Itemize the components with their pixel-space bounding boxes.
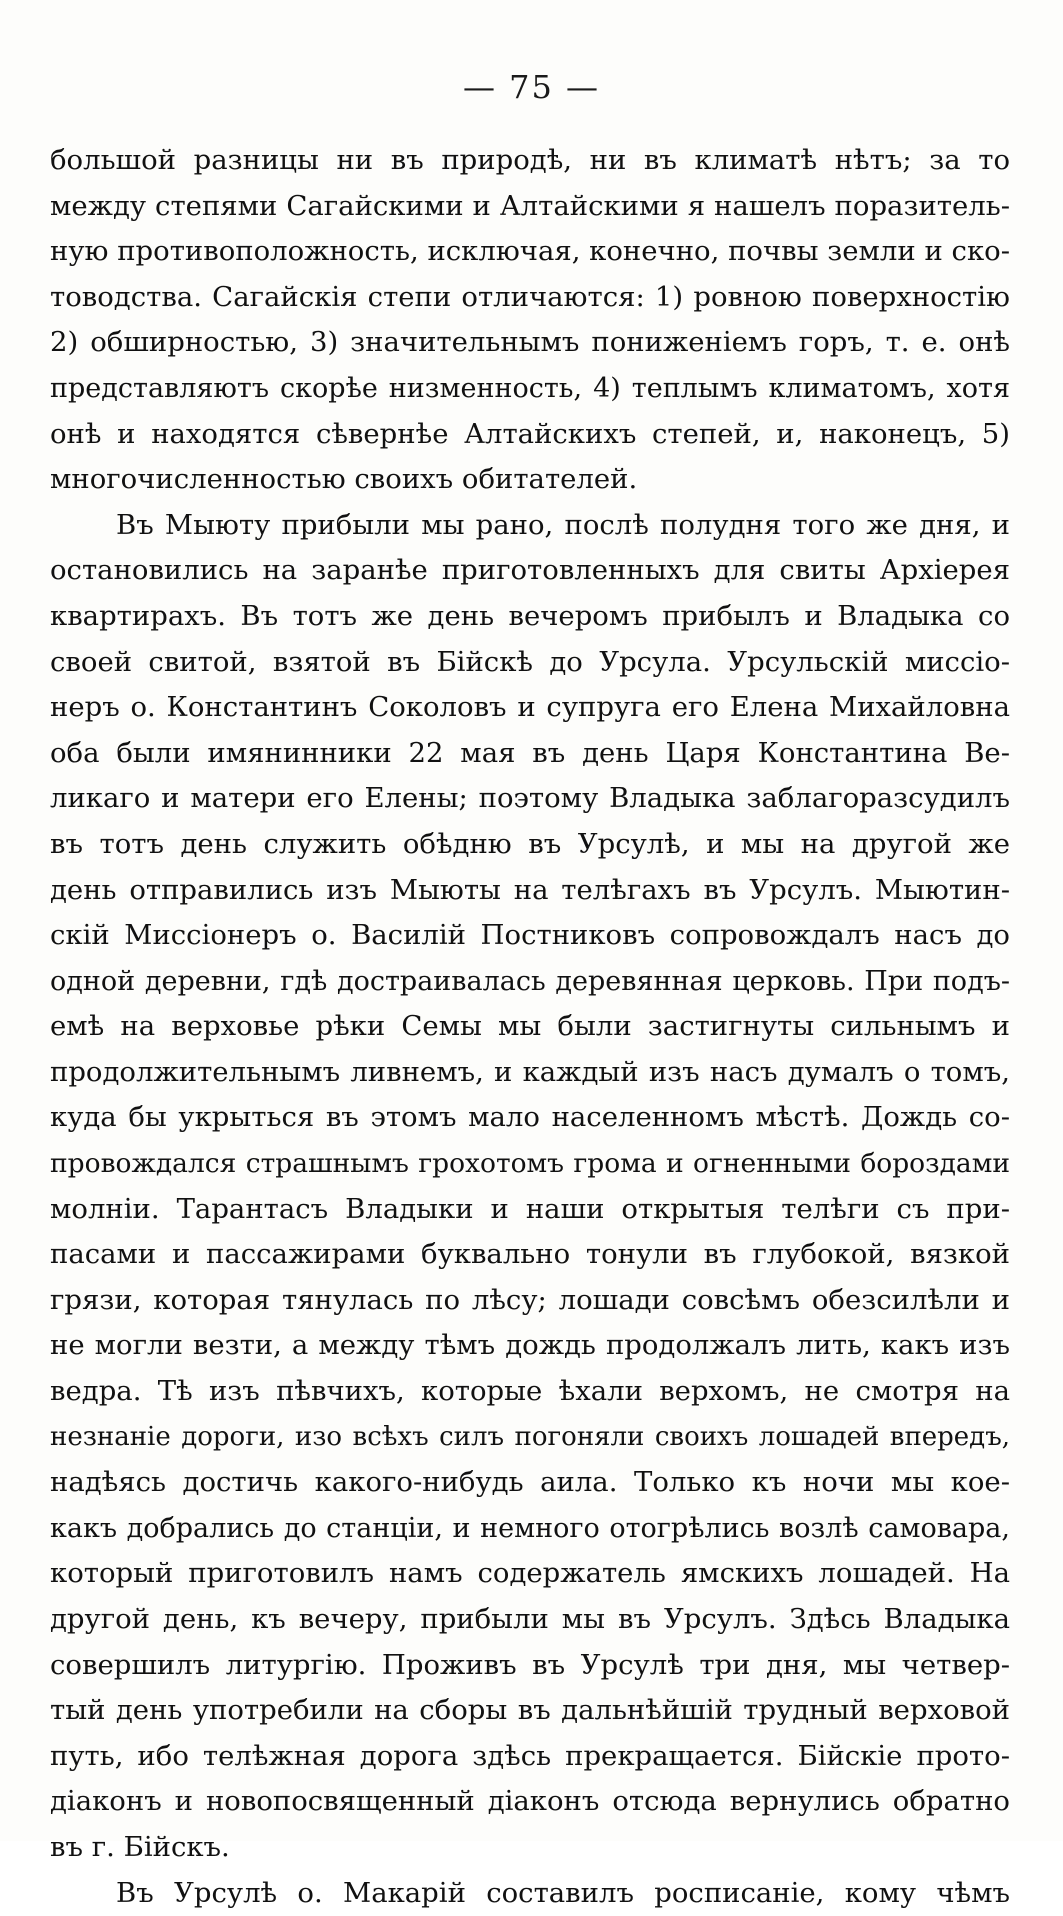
text-line: емѣ на верховье рѣки Семы мы были застигнуты сильнымъ и bbox=[50, 1010, 1010, 1043]
text-line: скій Миссіонеръ о. Василій Постниковъ сопровождалъ насъ до bbox=[50, 919, 1010, 952]
text-line: ликаго и матери его Елены; поэтому Владыка заблагоразсудилъ bbox=[50, 782, 1010, 815]
paragraph-end-line: многочисленностью своихъ обитателей. bbox=[50, 463, 638, 496]
text-line: незнаніе дороги, изо всѣхъ силъ погоняли своихъ лошадей впередъ, bbox=[50, 1421, 1010, 1452]
text-line: остановились на заранѣе приготовленныхъ для свиты Архіерея bbox=[50, 554, 1010, 587]
text-line: другой день, къ вечеру, прибыли мы въ Урсулъ. Здѣсь Владыка bbox=[50, 1603, 1010, 1635]
text-line: надѣясь достичь какого-нибудь аила. Только къ ночи мы кое- bbox=[50, 1466, 1010, 1499]
text-line: между степями Сагайскими и Алтайскими я нашелъ поразитель- bbox=[50, 189, 1010, 222]
text-line: ную противоположность, исключая, конечно, почвы земли и ско- bbox=[50, 235, 1010, 268]
text-line: ведра. Тѣ изъ пѣвчихъ, которые ѣхали верхомъ, не смотря на bbox=[50, 1375, 1010, 1408]
text-line: онѣ и находятся сѣвернѣе Алтайскихъ степей, и, наконецъ, 5) bbox=[50, 417, 1010, 450]
text-line: продолжительнымъ ливнемъ, и каждый изъ насъ думалъ о томъ, bbox=[50, 1055, 1010, 1088]
text-line: большой разницы ни въ природѣ, ни въ климатѣ нѣтъ; за то bbox=[50, 144, 1010, 176]
text-line: молніи. Тарантасъ Владыки и наши открытыя телѣги съ при- bbox=[50, 1192, 1010, 1225]
text-line: который приготовилъ намъ содержатель ямскихъ лошадей. На bbox=[50, 1557, 1010, 1590]
text-line: неръ о. Константинъ Соколовъ и супруга его Елена Михайловна bbox=[50, 691, 1010, 724]
text-line: какъ добрались до станціи, и немного отогрѣлись возлѣ самовара, bbox=[50, 1512, 1010, 1544]
text-line: квартирахъ. Въ тотъ же день вечеромъ прибылъ и Владыка со bbox=[50, 599, 1010, 632]
text-line: совершилъ литургію. Проживъ въ Урсулѣ три дня, мы четвер- bbox=[50, 1648, 1010, 1681]
text-line: представляютъ скорѣе низменность, 4) теплымъ климатомъ, хотя bbox=[50, 372, 1010, 404]
text-line: пасами и пассажирами буквально тонули въ глубокой, вязкой bbox=[50, 1238, 1010, 1271]
paragraph-start-line: Въ Мыюту прибыли мы рано, послѣ полудня того же дня, и bbox=[116, 508, 1010, 541]
text-line: товодства. Сагайскія степи отличаются: 1) ровною поверхностію bbox=[50, 280, 1010, 313]
text-line: куда бы укрыться въ этомъ мало населенномъ мѣстѣ. Дождь со- bbox=[50, 1101, 1010, 1134]
page-number: — 75 — bbox=[462, 68, 601, 106]
text-line: провождался страшнымъ грохотомъ грома и огненными бороздами bbox=[50, 1148, 1010, 1180]
text-line: день отправились изъ Мыюты на телѣгахъ въ Урсулъ. Мыютин- bbox=[50, 873, 1010, 906]
paragraph-start-line: Въ Урсулѣ о. Макарій составилъ росписаніе, кому чѣмъ bbox=[116, 1876, 1010, 1909]
paragraph-end-line: въ г. Бійскъ. bbox=[50, 1830, 230, 1863]
text-line: 2) обширностью, 3) значительнымъ пониженіемъ горъ, т. е. онѣ bbox=[50, 326, 1010, 359]
text-line: своей свитой, взятой въ Бійскѣ до Урсула. Урсульскій миссіо- bbox=[50, 645, 1010, 678]
text-line: оба были имянинники 22 мая въ день Царя Константина Ве- bbox=[50, 736, 1010, 769]
text-line: одной деревни, гдѣ достраивалась деревянная церковь. При подъ- bbox=[50, 965, 1010, 997]
text-line: діаконъ и новопосвященный діаконъ отсюда вернулись обратно bbox=[50, 1785, 1010, 1818]
text-line: въ тотъ день служить обѣдню въ Урсулѣ, и мы на другой же bbox=[50, 827, 1010, 860]
text-line: путь, ибо телѣжная дорога здѣсь прекращается. Бійскіе прото- bbox=[50, 1739, 1010, 1772]
body-text bbox=[50, 138, 1010, 1916]
text-line: грязи, которая тянулась по лѣсу; лошади совсѣмъ обезсилѣли и bbox=[50, 1283, 1010, 1316]
text-line: тый день употребили на сборы въ дальнѣйшій трудный верховой bbox=[50, 1694, 1010, 1727]
text-line: не могли везти, а между тѣмъ дождь продолжалъ лить, какъ изъ bbox=[50, 1329, 1010, 1362]
